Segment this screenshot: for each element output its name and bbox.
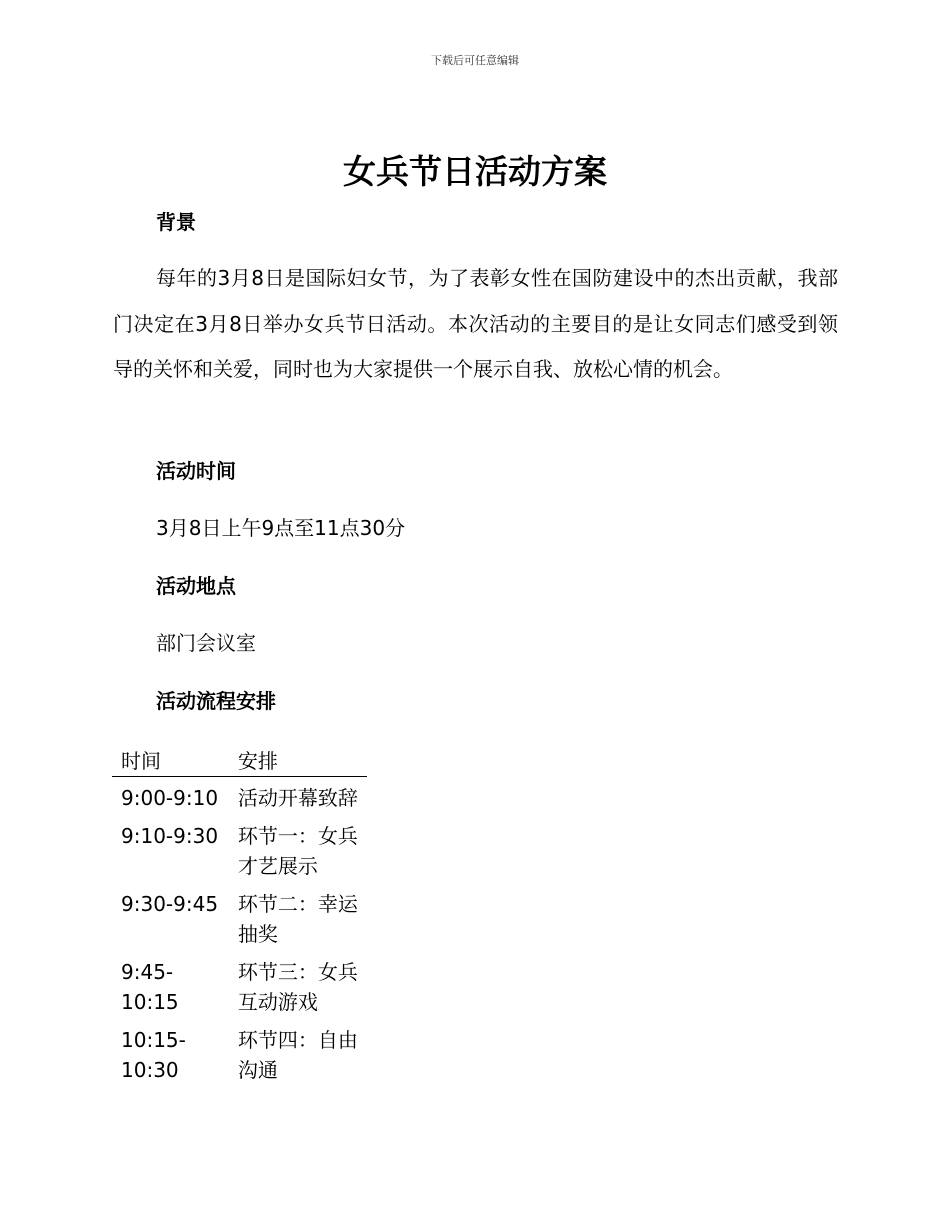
schedule-item-cell: 环节一：女兵才艺展示 — [237, 824, 358, 878]
table-row — [112, 951, 367, 1019]
schedule-header-row — [112, 744, 367, 777]
background-paragraph: 每年的3月8日是国际妇女节，为了表彰女性在国防建设中的杰出贡献，我部门决定在3月8日举办女兵节日活动。本次活动的主要目的是让女同志们感受到领导的关怀和关爱，同时也为大家提供一个展示自我、放松心情的机会。 — [113, 266, 838, 381]
schedule-time-cell: 10:15-10:30 — [121, 1028, 186, 1082]
section-heading-schedule: 活动流程安排 — [156, 689, 276, 713]
schedule-item-cell: 环节二：幸运抽奖 — [237, 892, 358, 946]
schedule-item-cell: 活动开幕致辞 — [237, 786, 358, 810]
schedule-time-cell: 9:10-9:30 — [121, 824, 219, 848]
schedule-time-cell: 9:30-9:45 — [121, 892, 219, 916]
document-title: 女兵节日活动方案 — [343, 152, 607, 191]
schedule-item-cell: 环节四：自由沟通 — [237, 1028, 358, 1082]
schedule-time-cell: 9:45-10:15 — [121, 960, 179, 1014]
table-row — [112, 815, 367, 883]
section-heading-location: 活动地点 — [156, 574, 236, 598]
page-header-note: 下载后可任意编辑 — [431, 54, 519, 67]
schedule-time-cell: 9:00-9:10 — [121, 786, 219, 810]
column-header-time: 时间 — [112, 744, 229, 777]
column-header-item: 安排 — [229, 744, 367, 777]
section-heading-background: 背景 — [156, 210, 196, 234]
table-row — [112, 883, 367, 951]
time-text: 3月8日上午9点至11点30分 — [156, 516, 406, 540]
schedule-item-cell: 环节三：女兵互动游戏 — [237, 960, 358, 1014]
section-heading-time: 活动时间 — [156, 459, 236, 483]
table-row — [112, 777, 367, 816]
schedule-table — [112, 744, 367, 1087]
table-row — [112, 1019, 367, 1087]
location-text: 部门会议室 — [156, 631, 256, 655]
